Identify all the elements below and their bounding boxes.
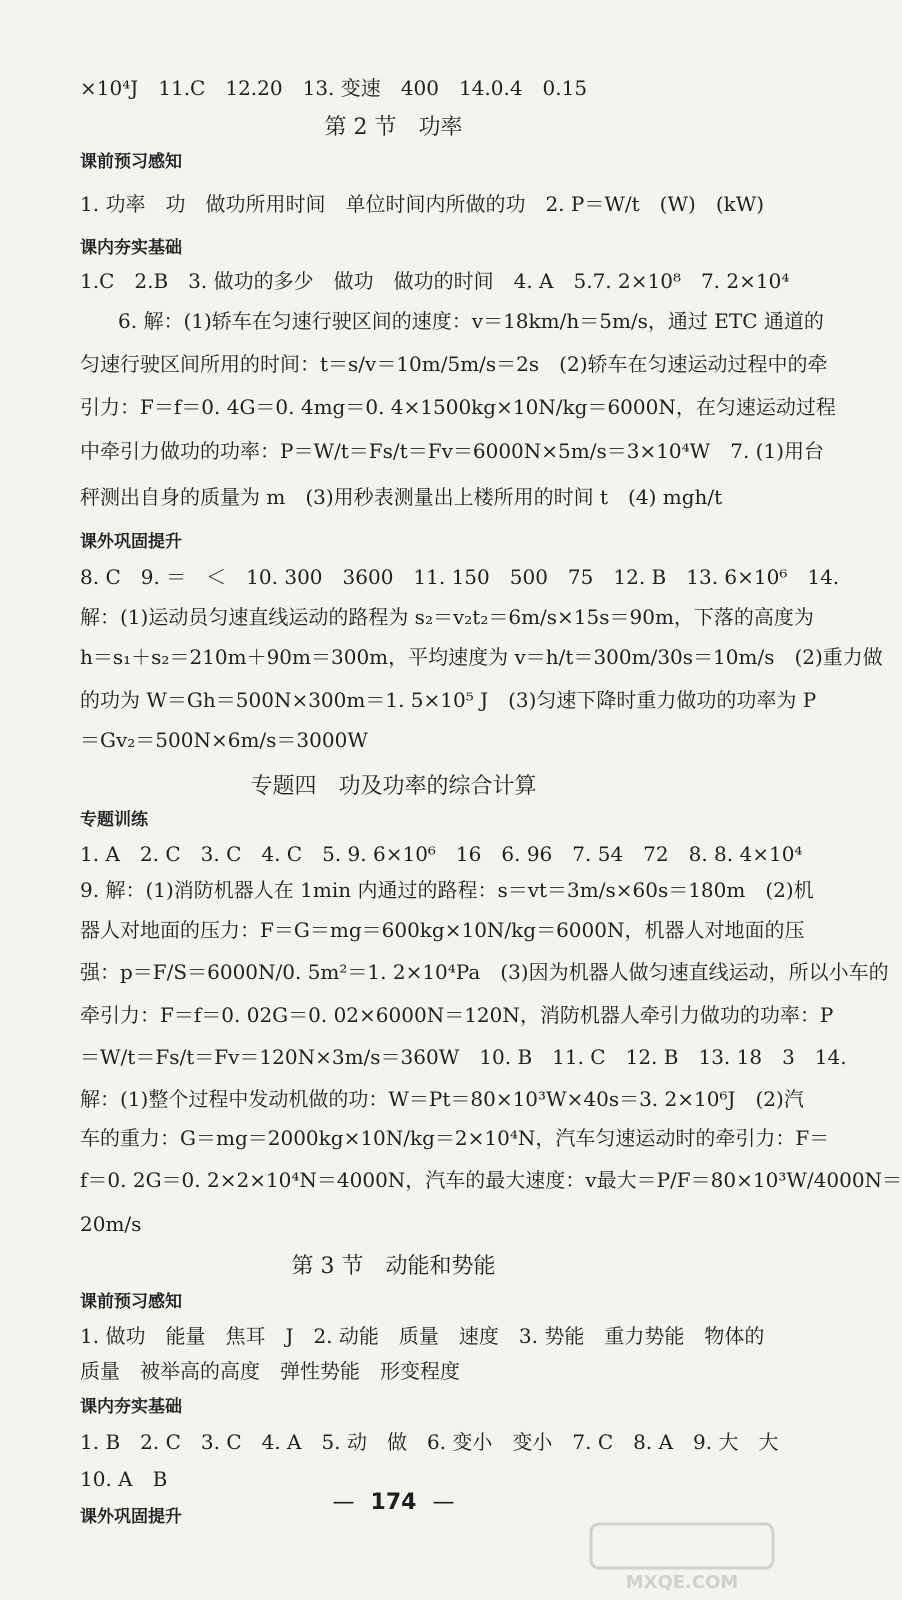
text-line: 秤测出自身的质量为 m (3)用秒表测量出上楼所用的时间 t (4) mgh/t [80, 485, 723, 509]
text-line: 匀速行驶区间所用的时间：t＝s/v＝10m/5m/s＝2s (2)轿车在匀速运动过程中的牵 [80, 352, 828, 376]
text-line: 6. 解：(1)轿车在匀速行驶区间的速度：v＝18km/h＝5m/s，通过 ETC 通道的 [118, 309, 824, 333]
text-line: 中牵引力做功的功率：P＝W/t＝Fs/t＝Fv＝6000N×5m/s＝3×10⁴W 7. (1)用台 [80, 439, 825, 463]
text-line: 1. 功率 功 做功所用时间 单位时间内所做的功 2. P＝W/t (W) (kW) [80, 192, 765, 216]
text-line: 9. 解：(1)消防机器人在 1min 内通过的路程：s＝vt＝3m/s×60s＝180m (2)机 [80, 878, 814, 902]
subsection-label: 专题训练 [80, 810, 148, 830]
text-line: 牵引力：F＝f＝0. 02G＝0. 02×6000N＝120N，消防机器人牵引力做功的功率：P [80, 1003, 834, 1027]
text-line: 解：(1)运动员匀速直线运动的路程为 s₂＝v₂t₂＝6m/s×15s＝90m，下落的高度为 [80, 605, 814, 629]
section-heading: 第 3 节 动能和势能 [291, 1254, 496, 1279]
text-line: 20m/s [80, 1212, 142, 1236]
subsection-label: 课外巩固提升 [80, 532, 182, 552]
text-line: 1. 做功 能量 焦耳 J 2. 动能 质量 速度 3. 势能 重力势能 物体的 [80, 1324, 765, 1348]
subsection-label: 课外巩固提升 [80, 1507, 182, 1527]
text-line: 质量 被举高的高度 弹性势能 形变程度 [80, 1359, 460, 1383]
text-line: 强：p＝F/S＝6000N/0. 5m²＝1. 2×10⁴Pa (3)因为机器人做匀速直线运动，所以小车的 [80, 960, 889, 984]
text-line: 1.C 2.B 3. 做功的多少 做功 做功的时间 4. A 5.7. 2×10⁸ 7. 2×10⁴ [80, 269, 790, 293]
text-line: 8. C 9. ＝ ＜ 10. 300 3600 11. 150 500 75 12. B 13. 6×10⁶ 14. [80, 565, 840, 589]
text-line: 10. A B [80, 1467, 168, 1491]
watermark-text: MXQE.COM [625, 1572, 739, 1593]
text-line: 引力：F＝f＝0. 4G＝0. 4mg＝0. 4×1500kg×10N/kg＝6000N，在匀速运动过程 [80, 395, 836, 419]
text-line: f＝0. 2G＝0. 2×2×10⁴N＝4000N，汽车的最大速度：v最大＝P/F＝80×10³W/4000N＝ [80, 1168, 902, 1192]
text-line: h＝s₁＋s₂＝210m＋90m＝300m，平均速度为 v＝h/t＝300m/30s＝10m/s (2)重力做 [80, 645, 883, 669]
section-heading: 第 2 节 功率 [324, 115, 463, 140]
text-line: 1. B 2. C 3. C 4. A 5. 动 做 6. 变小 变小 7. C 8. A 9. 大 大 [80, 1430, 779, 1454]
text-line: ×10⁴J 11.C 12.20 13. 变速 400 14.0.4 0.15 [80, 76, 588, 100]
section-heading: 专题四 功及功率的综合计算 [250, 774, 537, 799]
subsection-label: 课前预习感知 [80, 152, 182, 172]
text-line: 器人对地面的压力：F＝G＝mg＝600kg×10N/kg＝6000N，机器人对地面的压 [80, 918, 805, 942]
subsection-label: 课内夯实基础 [80, 238, 182, 258]
text-line: 车的重力：G＝mg＝2000kg×10N/kg＝2×10⁴N，汽车匀速运动时的牵引力：F＝ [80, 1126, 830, 1150]
text-line: ＝W/t＝Fs/t＝Fv＝120N×3m/s＝360W 10. B 11. C 12. B 13. 18 3 14. [80, 1045, 847, 1069]
text-line: 解：(1)整个过程中发动机做的功：W＝Pt＝80×10³W×40s＝3. 2×10⁶J (2)汽 [80, 1087, 804, 1111]
subsection-label: 课前预习感知 [80, 1292, 182, 1312]
page-number: — 174 — [332, 1490, 455, 1515]
text-line: ＝Gv₂＝500N×6m/s＝3000W [80, 728, 368, 752]
text-line: 1. A 2. C 3. C 4. C 5. 9. 6×10⁶ 16 6. 96 7. 54 72 8. 8. 4×10⁴ [80, 842, 803, 866]
page-number-value: 174 [370, 1490, 417, 1515]
watermark-logo-icon [587, 1520, 777, 1594]
text-line: 的功为 W＝Gh＝500N×300m＝1. 5×10⁵ J (3)匀速下降时重力做功的功率为 P [80, 688, 817, 712]
subsection-label: 课内夯实基础 [80, 1397, 182, 1417]
